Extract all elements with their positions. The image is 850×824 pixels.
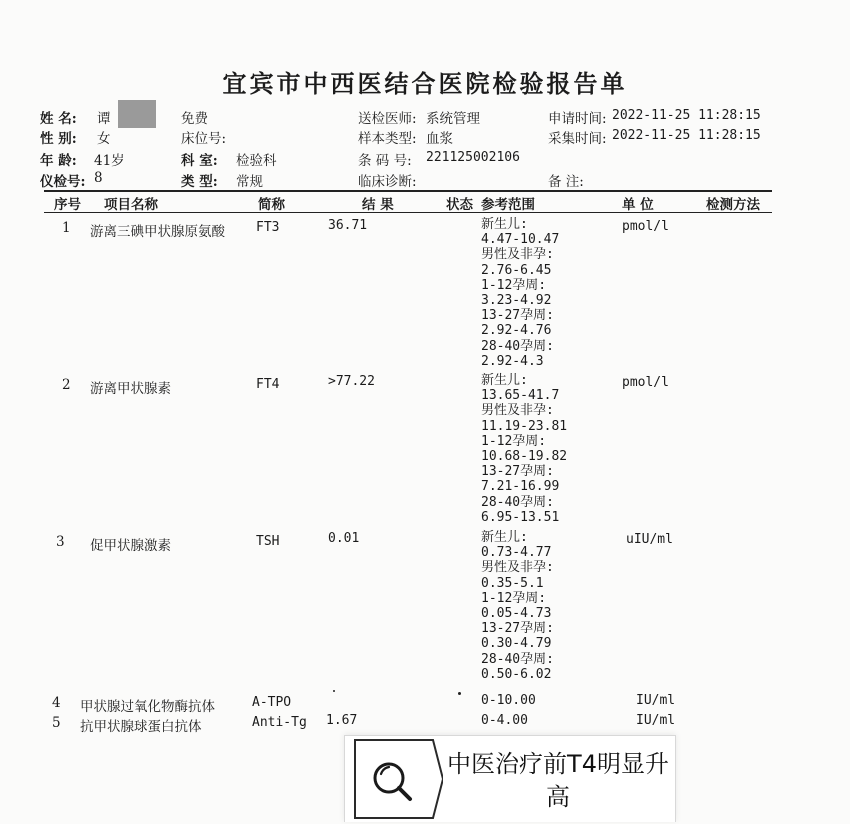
row-item: 甲状腺过氧化物酶抗体 [80, 699, 215, 715]
range-line: 新生儿: [481, 530, 528, 545]
row-unit: pmol/l [622, 375, 669, 390]
row-unit: pmol/l [622, 219, 669, 234]
row-item: 游离甲状腺素 [90, 381, 171, 397]
name-label: 姓 名: [40, 111, 77, 127]
range-line: 0.35-5.1 [481, 575, 544, 591]
annotation-card [344, 735, 676, 822]
row-seq: 3 [56, 534, 65, 550]
range-line: 13-27孕周: [481, 308, 554, 324]
collect-time-label: 采集时间: [548, 131, 607, 147]
header-status: 状态 [446, 197, 473, 213]
header-seq: 序号 [54, 197, 81, 213]
type-label: 类 型: [181, 174, 218, 190]
header-item: 项目名称 [104, 197, 158, 213]
range-line: 2.92-4.3 [481, 353, 544, 369]
range-line: 2.76-6.45 [481, 262, 552, 278]
range-line: 0.50-6.02 [481, 666, 552, 682]
gender-label: 性 别: [40, 131, 77, 147]
type-value: 常规 [236, 174, 263, 190]
name-value: 谭 [97, 111, 111, 127]
age-label: 年 龄: [40, 153, 77, 169]
range-line: 13.65-41.7 [481, 388, 560, 404]
range-line: 0-10.00 [481, 693, 536, 708]
range-line: 男性及非孕: [481, 560, 554, 576]
diagnosis-label: 临床诊断: [358, 174, 417, 190]
barcode-value: 221125002106 [426, 150, 520, 165]
row-abbr: Anti-Tg [252, 715, 307, 730]
header-range: 参考范围 [481, 197, 535, 213]
range-line: 1-12孕周: [481, 277, 547, 293]
table-top-rule [44, 190, 772, 192]
row-abbr: FT4 [256, 377, 280, 392]
range-line: 4.47-10.47 [481, 232, 560, 248]
row-abbr: FT3 [256, 220, 280, 235]
row-result: 1.67 [326, 713, 358, 728]
magnifier-icon [347, 738, 443, 820]
row-result: 0.01 [328, 531, 360, 546]
range-line: 28-40孕周: [481, 494, 554, 510]
dept-label: 科 室: [181, 153, 218, 169]
range-line: 新生儿: [481, 373, 528, 388]
row-abbr: A-TPO [252, 695, 292, 710]
age-value: 41岁 [94, 153, 125, 169]
range-line: 0-4.00 [481, 713, 528, 728]
header-result: 结 果 [362, 197, 394, 213]
range-line: 28-40孕周: [481, 651, 554, 667]
row-seq: 4 [52, 695, 61, 711]
report-title: 宜宾市中西医结合医院检验报告单 [222, 70, 628, 98]
row-reference-range [481, 530, 554, 682]
doctor-label: 送检医师: [358, 111, 417, 127]
range-line: 1-12孕周: [481, 590, 547, 606]
row-unit: IU/ml [636, 713, 676, 728]
range-line: 11.19-23.81 [481, 418, 568, 434]
instrument-value: 8 [94, 170, 103, 186]
range-line: 3.23-4.92 [481, 293, 552, 309]
row-reference-range [481, 217, 559, 369]
speck [333, 690, 335, 692]
range-line: 0.30-4.79 [481, 636, 552, 652]
row-item: 抗甲状腺球蛋白抗体 [80, 719, 202, 735]
remark-label: 备 注: [548, 174, 584, 190]
row-abbr: TSH [256, 534, 280, 549]
magnifier-icon-box [347, 738, 443, 820]
fee-label: 免费 [181, 111, 208, 127]
row-item: 促甲状腺激素 [90, 538, 171, 554]
speck [458, 692, 461, 695]
header-abbr: 简称 [258, 197, 285, 213]
range-line: 13-27孕周: [481, 621, 554, 637]
row-reference-range [481, 713, 528, 728]
header-method: 检测方法 [706, 197, 760, 213]
range-line: 0.73-4.77 [481, 545, 552, 561]
range-line: 2.92-4.76 [481, 323, 552, 339]
row-unit: IU/ml [636, 693, 676, 708]
row-reference-range [481, 693, 536, 708]
gender-value: 女 [97, 131, 111, 147]
range-line: 1-12孕周: [481, 433, 547, 449]
range-line: 男性及非孕: [481, 247, 554, 263]
annotation-caption: 中医治疗前T4明显升高 [447, 750, 669, 811]
doctor-value: 系统管理 [426, 111, 480, 127]
header-unit: 单 位 [622, 197, 654, 213]
range-line: 28-40孕周: [481, 338, 554, 354]
sample-type-value: 血浆 [426, 131, 453, 147]
range-line: 7.21-16.99 [481, 479, 560, 495]
row-result: >77.22 [328, 374, 375, 389]
row-unit: uIU/ml [626, 532, 673, 547]
collect-time-value: 2022-11-25 11:28:15 [612, 128, 761, 143]
barcode-label: 条 码 号: [358, 153, 412, 169]
instrument-label: 仪检号: [40, 174, 86, 190]
name-redaction [118, 100, 156, 128]
range-line: 男性及非孕: [481, 403, 554, 419]
range-line: 10.68-19.82 [481, 449, 568, 465]
range-line: 0.05-4.73 [481, 606, 552, 622]
row-item: 游离三碘甲状腺原氨酸 [90, 224, 225, 240]
range-line: 6.95-13.51 [481, 509, 560, 525]
row-seq: 5 [52, 715, 61, 731]
row-result: 36.71 [328, 218, 368, 233]
row-reference-range [481, 373, 567, 525]
request-time-label: 申请时间: [548, 111, 607, 127]
request-time-value: 2022-11-25 11:28:15 [612, 108, 761, 123]
sample-type-label: 样本类型: [358, 131, 417, 147]
bed-label: 床位号: [181, 131, 227, 147]
row-seq: 2 [62, 377, 71, 393]
range-line: 13-27孕周: [481, 464, 554, 480]
range-line: 新生儿: [481, 217, 528, 232]
dept-value: 检验科 [236, 153, 277, 169]
row-seq: 1 [62, 220, 71, 236]
